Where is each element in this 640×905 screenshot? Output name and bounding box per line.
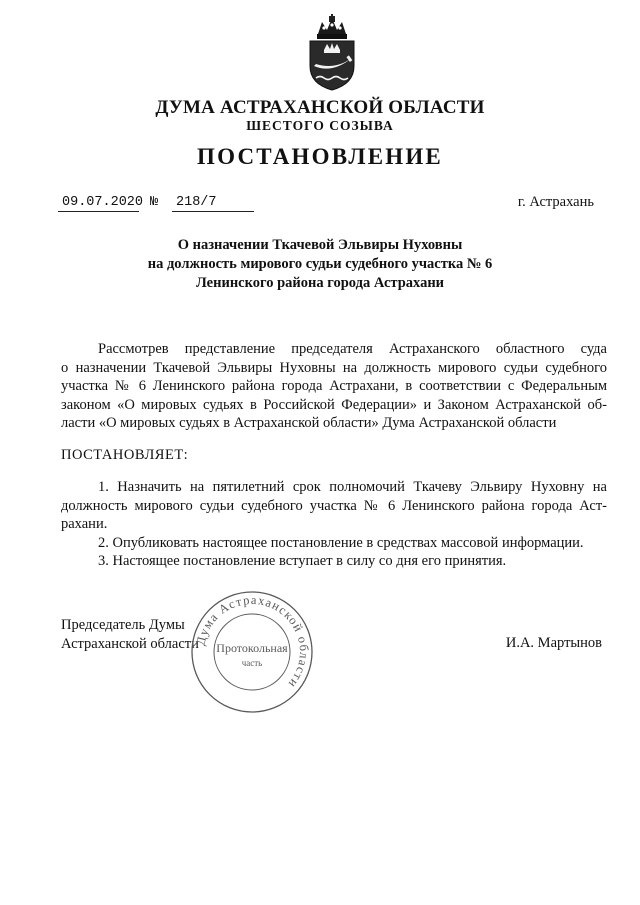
stamp-ring-text: Дума Астраханской области: [193, 592, 312, 692]
stamp-inner-line: Протокольная: [216, 641, 288, 655]
subject-line: Ленинского района города Астрахани: [195, 275, 445, 291]
preamble-line: о назначении Ткачевой Эльвиры Нуховны на должность мирового судьи судебного: [61, 359, 607, 376]
coat-of-arms-icon: [302, 14, 362, 92]
item-2: 2. Опубликовать настоящее постановление в средствах массовой информации.: [98, 534, 584, 551]
signatory-title: [61, 616, 199, 654]
convocation-subtitle: ШЕСТОГО СОЗЫВА: [246, 118, 394, 133]
document-date: 09.07.2020: [62, 195, 144, 210]
number-sign: №: [150, 195, 159, 210]
number-underline: [172, 211, 254, 212]
signatory-title-line: Астраханской области: [61, 636, 199, 652]
item-1-line: должность мирового судьи судебного участка № 6 Ленинского района города Аст-: [61, 497, 607, 514]
signatory-title-line: Председатель Думы: [61, 617, 185, 633]
signatory-name: И.А. Мартынов: [505, 635, 602, 651]
item-1-line: рахани.: [61, 516, 108, 532]
resolution-items: [61, 478, 607, 571]
item-1-line: 1. Назначить на пятилетний срок полномочий Ткачеву Эльвиру Нуховну на: [98, 479, 607, 495]
subject-line: О назначении Ткачевой Эльвиры Нуховны: [177, 237, 463, 253]
subject-line: на должность мирового судьи судебного участка № 6: [147, 256, 493, 272]
organization-title: ДУМА АСТРАХАНСКОЙ ОБЛАСТИ: [155, 97, 485, 118]
official-stamp: [188, 588, 316, 716]
preamble-line: Рассмотрев представление председателя Астраханского областного суда: [98, 341, 607, 357]
preamble-line: законом «О мировых судьях в Российской Федерации» и Законом Астраханской об-: [61, 396, 607, 413]
document-subject: [0, 236, 640, 293]
item-3: 3. Настоящее постановление вступает в силу со дня его принятия.: [98, 553, 507, 569]
preamble-line: участка № 6 Ленинского района города Астрахани, в соответствии с Федеральным: [61, 378, 607, 394]
decree-word: ПОСТАНОВЛЯЕТ:: [61, 447, 189, 463]
preamble-paragraph: [61, 340, 607, 433]
stamp-inner-line: часть: [241, 658, 263, 668]
document-number: 218/7: [176, 195, 217, 210]
date-underline: [58, 211, 139, 212]
document-type-heading: ПОСТАНОВЛЕНИЕ: [197, 144, 443, 169]
preamble-line: ласти «О мировых судьях в Астраханской области» Дума Астраханской области: [61, 415, 557, 431]
document-city: г. Астрахань: [517, 194, 594, 210]
